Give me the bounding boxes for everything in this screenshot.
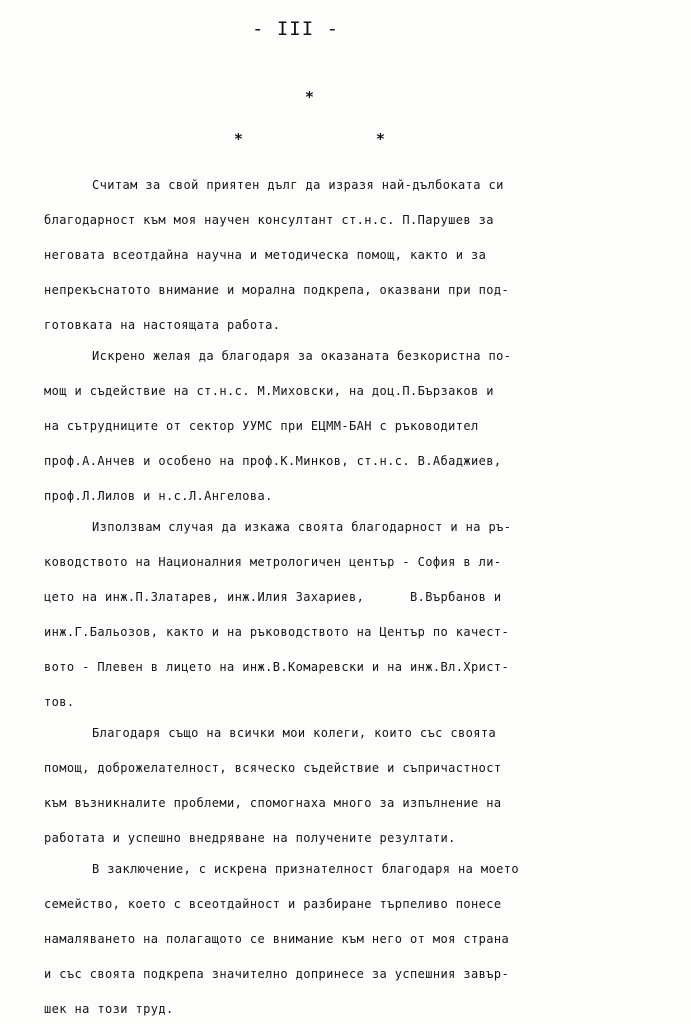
asterisk-ornament-top: ∗ bbox=[305, 85, 315, 103]
paragraph-3-line: Използвам случая да изкажа своята благодарност и на ръ- bbox=[92, 520, 512, 534]
paragraph-4-line: Благодаря също на всички мои колеги, които със своята bbox=[92, 726, 497, 740]
asterisk-ornament-left: ∗ bbox=[234, 127, 244, 145]
paragraph-2-line: проф.Л.Лилов и н.с.Л.Ангелова. bbox=[44, 489, 273, 503]
paragraph-1-line: готовката на настоящата работа. bbox=[44, 318, 281, 332]
paragraph-3-line: ководството на Националния метрологичен център - София в ли- bbox=[44, 555, 502, 569]
paragraph-5-line: семейство, което с всеотдайност и разбиране търпеливо понесе bbox=[44, 897, 502, 911]
asterisk-ornament-right: ∗ bbox=[376, 127, 386, 145]
paragraph-3-line: инж.Г.Бальозов, както и на ръководството на Център по качест- bbox=[44, 625, 510, 639]
paragraph-4-line: работата и успешно внедряване на получените резултати. bbox=[44, 831, 456, 845]
paragraph-4-line: помощ, доброжелателност, всяческо съдействие и съпричастност bbox=[44, 761, 502, 775]
paragraph-5-line: шек на този труд. bbox=[44, 1002, 174, 1016]
paragraph-3-line: тов. bbox=[44, 695, 75, 709]
paragraph-1-line: непрекъснатото внимание и морална подкрепа, оказвани при под- bbox=[44, 283, 510, 297]
paragraph-2-line: Искрено желая да благодаря за оказаната безкористна по- bbox=[92, 349, 512, 363]
page-number: - III - bbox=[251, 18, 340, 40]
paragraph-2-line: мощ и съдействие на ст.н.с. М.Миховски, на доц.П.Бързаков и bbox=[44, 384, 494, 398]
paragraph-5-line: и със своята подкрепа значително допринесе за успешния завър- bbox=[44, 967, 510, 981]
paragraph-3-line: цето на инж.П.Златарев, инж.Илия Захариев, В.Върбанов и bbox=[44, 590, 502, 604]
paragraph-2-line: проф.А.Анчев и особено на проф.К.Минков, ст.н.с. В.Абаджиев, bbox=[44, 454, 502, 468]
paragraph-3-line: вото - Плевен в лицето на инж.В.Комаревски и на инж.Вл.Христ- bbox=[44, 660, 510, 674]
paragraph-4-line: към възникналите проблеми, спомогнаха много за изпълнение на bbox=[44, 796, 502, 810]
paragraph-5-line: намаляването на полагащото се внимание към него от моя страна bbox=[44, 932, 510, 946]
paragraph-2-line: на сътрудниците от сектор УУМС при ЕЦММ-БАН с ръководител bbox=[44, 419, 479, 433]
paragraph-1-line: неговата всеотдайна научна и методическа помощ, както и за bbox=[44, 248, 487, 262]
paragraph-5-line: В заключение, с искрена признателност благодаря на моето bbox=[92, 862, 519, 876]
paragraph-1-line: Считам за свой приятен дълг да изразя най-дълбоката си bbox=[92, 178, 504, 192]
paragraph-1-line: благодарност към моя научен консултант ст.н.с. П.Парушев за bbox=[44, 213, 494, 227]
